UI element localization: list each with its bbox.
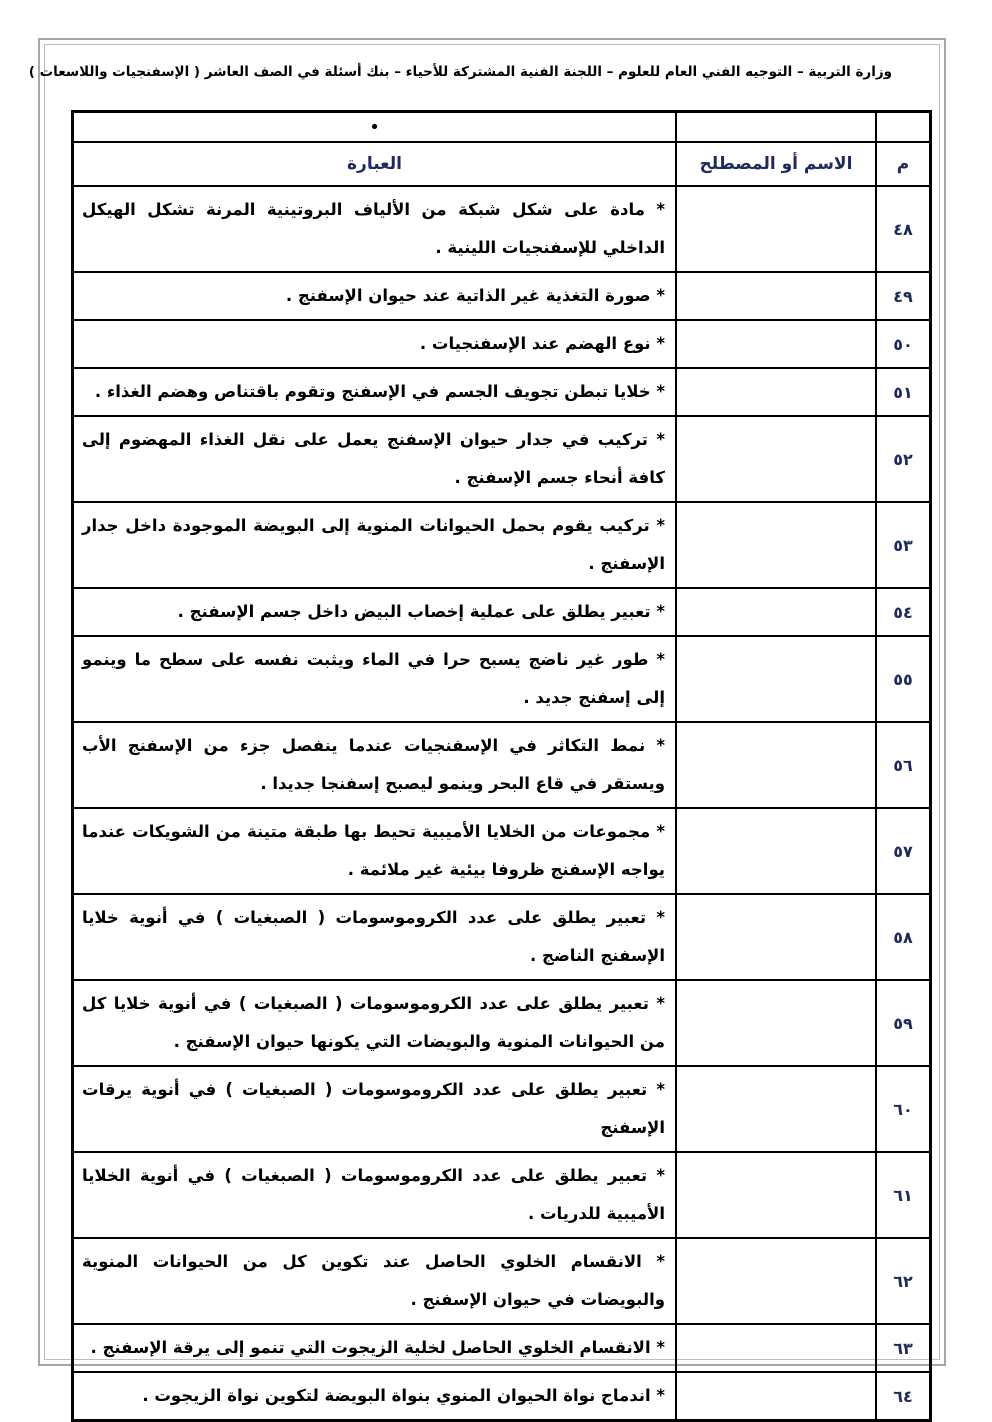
answer-term-cell[interactable]: [676, 1066, 876, 1152]
bullet-cell: •: [73, 112, 676, 142]
question-number: ٥٣: [876, 502, 930, 588]
question-number: ٥٧: [876, 808, 930, 894]
answer-term-cell[interactable]: [676, 186, 876, 272]
answer-term-cell[interactable]: [676, 1152, 876, 1238]
question-number: ٦٢: [876, 1238, 930, 1324]
question-number: ٥٥: [876, 636, 930, 722]
question-number: ٥٠: [876, 320, 930, 368]
question-statement: * تعبير يطلق على عدد الكروموسومات ( الصبغيات ) في أنوية خلايا الإسفنج الناضج .: [73, 894, 676, 980]
top-num-cell: [876, 112, 930, 142]
answer-term-cell[interactable]: [676, 808, 876, 894]
question-statement: * نمط التكاثر في الإسفنجيات عندما ينفصل جزء من الإسفنج الأب ويستقر في قاع البحر وينمو ليصبح إسفنجا جديدا .: [73, 722, 676, 808]
answer-term-cell[interactable]: [676, 1372, 876, 1420]
question-number: ٥٦: [876, 722, 930, 808]
answer-term-cell[interactable]: [676, 416, 876, 502]
question-number: ٦٠: [876, 1066, 930, 1152]
table-row: [73, 1324, 930, 1372]
question-statement: * الانقسام الخلوي الحاصل لخلية الزيجوت التي تنمو إلى يرقة الإسفنج .: [73, 1324, 676, 1372]
table-row: [73, 1238, 930, 1324]
answer-term-cell[interactable]: [676, 320, 876, 368]
question-statement: * تركيب في جدار حيوان الإسفنج يعمل على نقل الغذاء المهضوم إلى كافة أنحاء جسم الإسفنج .: [73, 416, 676, 502]
question-statement: * خلايا تبطن تجويف الجسم في الإسفنج وتقوم باقتناص وهضم الغذاء .: [73, 368, 676, 416]
table-row: [73, 980, 930, 1066]
table-row: [73, 416, 930, 502]
question-statement: * تعبير يطلق على عملية إخصاب البيض داخل جسم الإسفنج .: [73, 588, 676, 636]
top-term-cell: [676, 112, 876, 142]
table-row: [73, 1152, 930, 1238]
question-number: ٦٣: [876, 1324, 930, 1372]
answer-term-cell[interactable]: [676, 368, 876, 416]
question-statement: * تركيب يقوم بحمل الحيوانات المنوية إلى البويضة الموجودة داخل جدار الإسفنج .: [73, 502, 676, 588]
column-header-statement: العبارة: [73, 142, 676, 186]
table-row: [73, 1372, 930, 1420]
question-number: ٥٢: [876, 416, 930, 502]
question-statement: * طور غير ناضج يسبح حرا في الماء ويثبت نفسه على سطح ما وينمو إلى إسفنج جديد .: [73, 636, 676, 722]
question-statement: * الانقسام الخلوي الحاصل عند تكوين كل من الحيوانات المنوية والبويضات في حيوان الإسفنج .: [73, 1238, 676, 1324]
table-row: [73, 368, 930, 416]
answer-term-cell[interactable]: [676, 894, 876, 980]
table-row: [73, 272, 930, 320]
table-row: [73, 722, 930, 808]
question-number: ٤٨: [876, 186, 930, 272]
question-number: ٥٤: [876, 588, 930, 636]
column-header-number: م: [876, 142, 930, 186]
question-statement: * اندماج نواة الحيوان المنوي بنواة البويضة لتكوين نواة الزيجوت .: [73, 1372, 676, 1420]
table-row: [73, 588, 930, 636]
question-number: ٥٨: [876, 894, 930, 980]
answer-term-cell[interactable]: [676, 1324, 876, 1372]
question-statement: * تعبير يطلق على عدد الكروموسومات ( الصبغيات ) في أنوية يرقات الإسفنج: [73, 1066, 676, 1152]
question-number: ٦١: [876, 1152, 930, 1238]
question-statement: * مادة على شكل شبكة من الألياف البروتينية المرنة تشكل الهيكل الداخلي للإسفنجيات اللينية .: [73, 186, 676, 272]
table-row: [73, 186, 930, 272]
question-statement: * مجموعات من الخلايا الأميبية تحيط بها طبقة متينة من الشويكات عندما يواجه الإسفنج ظروفا بيئية غير ملائمة .: [73, 808, 676, 894]
answer-term-cell[interactable]: [676, 588, 876, 636]
question-number: ٥٩: [876, 980, 930, 1066]
questions-table: [71, 110, 932, 1422]
question-statement: * صورة التغذية غير الذاتية عند حيوان الإسفنج .: [73, 272, 676, 320]
table-row: [73, 1066, 930, 1152]
question-statement: * تعبير يطلق على عدد الكروموسومات ( الصبغيات ) في أنوية خلايا كل من الحيوانات المنوية والبويضات التي يكونها حيوان الإسفنج .: [73, 980, 676, 1066]
answer-term-cell[interactable]: [676, 272, 876, 320]
table-row: [73, 502, 930, 588]
table-top-row: [73, 112, 930, 142]
question-number: ٥١: [876, 368, 930, 416]
table-row: [73, 636, 930, 722]
table-row: [73, 320, 930, 368]
page-header: وزارة التربية – التوجيه الفني العام للعلوم – اللجنة الفنية المشتركة للأحياء – بنك أسئلة في الصف العاشر ( الإسفنجيات واللاسعات ): [28, 64, 892, 80]
answer-term-cell[interactable]: [676, 980, 876, 1066]
table-row: [73, 894, 930, 980]
question-statement: * نوع الهضم عند الإسفنجيات .: [73, 320, 676, 368]
answer-term-cell[interactable]: [676, 1238, 876, 1324]
question-number: ٤٩: [876, 272, 930, 320]
table-header-row: [73, 142, 930, 186]
table-row: [73, 808, 930, 894]
answer-term-cell[interactable]: [676, 722, 876, 808]
question-statement: * تعبير يطلق على عدد الكروموسومات ( الصبغيات ) في أنوية الخلايا الأميبية للدريات .: [73, 1152, 676, 1238]
column-header-term: الاسم أو المصطلح: [676, 142, 876, 186]
question-number: ٦٤: [876, 1372, 930, 1420]
answer-term-cell[interactable]: [676, 636, 876, 722]
answer-term-cell[interactable]: [676, 502, 876, 588]
